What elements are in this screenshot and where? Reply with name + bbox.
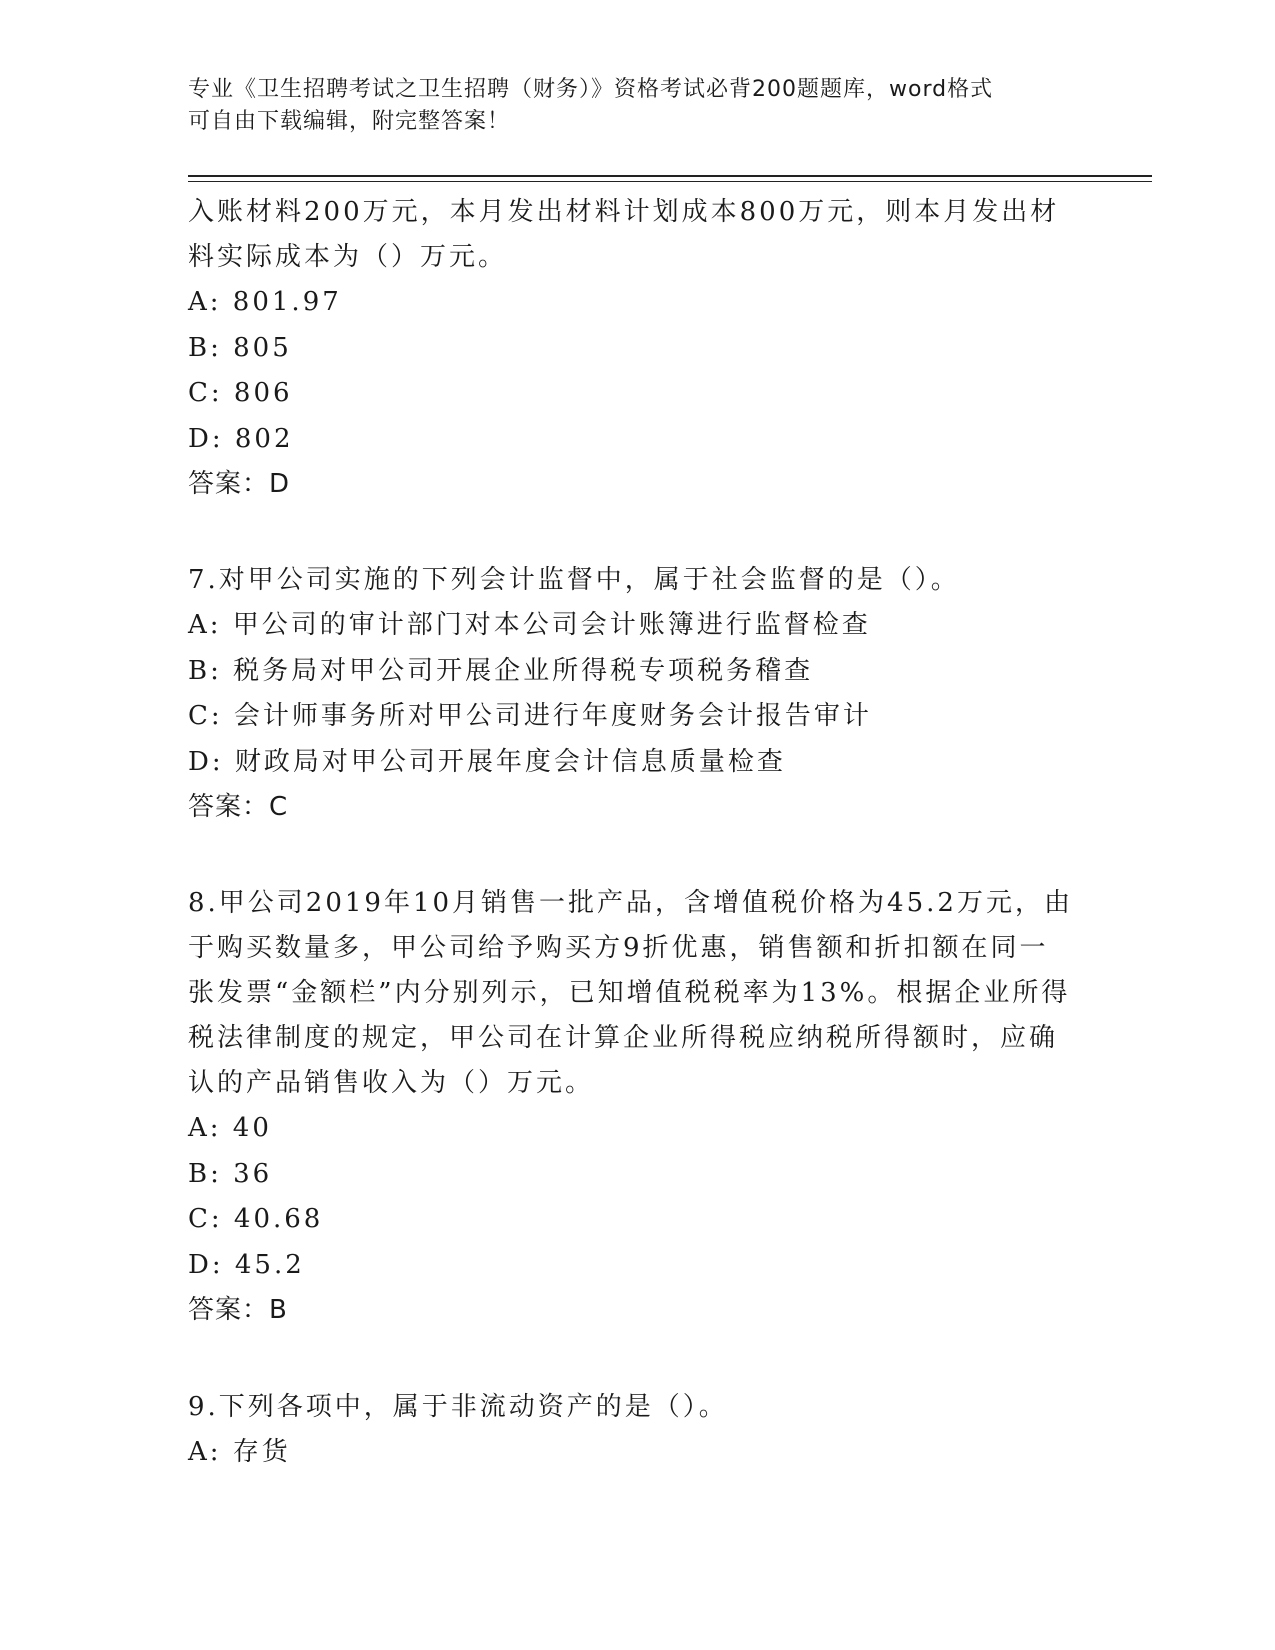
- option-b: B: 805: [188, 332, 292, 363]
- option-d: D: 财政局对甲公司开展年度会计信息质量检查: [188, 746, 786, 777]
- question-line: 入账材料200万元，本月发出材料计划成本800万元，则本月发出材: [188, 197, 1060, 227]
- option-a: A: 存货: [188, 1437, 291, 1467]
- question-line: 张发票“金额栏”内分别列示，已知增值税税率为13%。根据企业所得: [188, 978, 1071, 1008]
- question-line: 9.下列各项中，属于非流动资产的是（）。: [188, 1392, 728, 1422]
- question-line: 8.甲公司2019年10月销售一批产品，含增值税价格为45.2万元，由: [188, 888, 1073, 918]
- header-divider-thin: [188, 181, 1152, 182]
- option-c: C: 806: [188, 378, 293, 408]
- question-line: 于购买数量多，甲公司给予购买方9折优惠，销售额和折扣额在同一: [188, 933, 1049, 963]
- option-b: B: 36: [188, 1158, 273, 1189]
- answer: 答案：B: [188, 1295, 288, 1325]
- question-text: [188, 1385, 1088, 1430]
- question-list: [188, 190, 1088, 1476]
- option-a: A: 甲公司的审计部门对本公司会计账簿进行监督检查: [188, 610, 871, 640]
- answer: 答案：C: [188, 792, 289, 822]
- question-block: [188, 1385, 1088, 1476]
- question-block: [188, 190, 1088, 506]
- question-text: [188, 558, 1088, 603]
- option-a: A: 801.97: [188, 287, 342, 317]
- question-line: 7.对甲公司实施的下列会计监督中，属于社会监督的是（）。: [188, 565, 960, 595]
- option-c: C: 会计师事务所对甲公司进行年度财务会计报告审计: [188, 701, 872, 731]
- answer: 答案：D: [188, 469, 291, 499]
- header-line-2: 可自由下载编辑，附完整答案！: [188, 109, 511, 134]
- question-line: 税法律制度的规定，甲公司在计算企业所得税应纳税所得额时，应确: [188, 1023, 1059, 1053]
- header-divider-thick: [188, 175, 1152, 177]
- option-b: B: 税务局对甲公司开展企业所得税专项税务稽查: [188, 655, 814, 686]
- question-line: 认的产品销售收入为（）万元。: [188, 1068, 595, 1098]
- option-c: C: 40.68: [188, 1204, 324, 1234]
- document-header: [188, 74, 1068, 138]
- question-line: 料实际成本为（）万元。: [188, 242, 508, 272]
- question-block: [188, 558, 1088, 829]
- question-text: [188, 190, 1088, 280]
- option-d: D: 45.2: [188, 1249, 305, 1280]
- question-block: [188, 881, 1088, 1332]
- option-a: A: 40: [188, 1113, 272, 1143]
- question-text: [188, 881, 1088, 1106]
- header-line-1: 专业《卫生招聘考试之卫生招聘（财务）》资格考试必背200题题库，word格式: [188, 77, 994, 102]
- option-d: D: 802: [188, 423, 294, 454]
